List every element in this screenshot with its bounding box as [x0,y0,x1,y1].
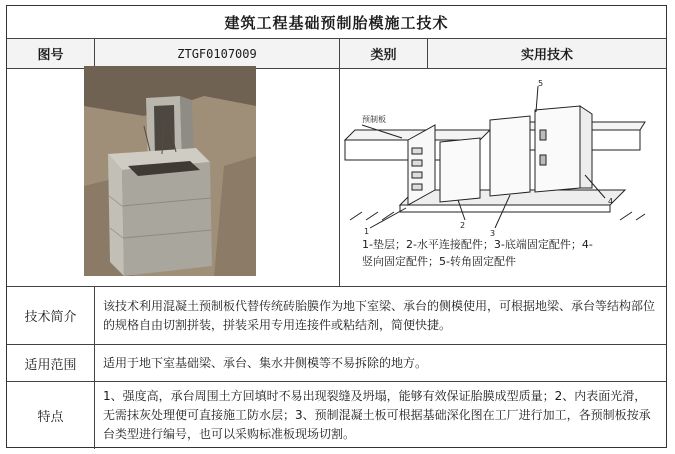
features-text: 1、强度高，承台周围土方回填时不易出现裂缝及坍塌，能够有效保证胎膜成型质量；2、内表面光滑，无需抹灰处理便可直接施工防水层；3、预制混凝土板可根据基础深化图在工厂进行加工，各预制板按承台类型进行编号，也可以采购标准板现场切割。 [103,389,651,441]
row-scope [7,345,666,382]
scope-text: 适用于地下室基础梁、承台、集水井侧模等不易拆除的地方。 [103,355,428,370]
callout-5: 5 [538,80,544,88]
panel-label: 预制板 [362,115,386,124]
code-value: ZTGF0107009 [95,39,340,68]
callout-1: 1 [364,227,370,236]
callout-3: 3 [490,229,496,238]
sheet-title: 建筑工程基础预制胎模施工技术 [224,13,449,32]
category-value: 实用技术 [520,48,573,63]
caption-line-2: 竖向固定配件；5-转角固定配件 [362,255,516,268]
callout-4: 4 [608,197,614,206]
site-photo [84,66,256,276]
title-row [7,6,666,39]
meta-row [7,39,666,69]
caption-line-1: 1-垫层；2-水平连接配件；3-底端固定配件；4- [362,238,593,251]
intro-label: 技术简介 [7,287,95,344]
features-label: 特点 [7,382,95,449]
intro-text: 该技术利用混凝土预制板代替传统砖胎膜作为地下室梁、承台的侧模使用，可根据地梁、承台等结构部位的规格自由切割拼装，拼装采用专用连接件或粘结剂，简便快捷。 [103,298,656,332]
code-label: 图号 [7,39,95,68]
scope-label: 适用范围 [7,345,95,381]
row-features [7,382,666,449]
category-label: 类别 [340,39,428,68]
row-intro [7,287,666,345]
assembly-diagram [340,80,650,240]
callout-2: 2 [460,221,466,230]
diagram-caption [362,236,652,270]
